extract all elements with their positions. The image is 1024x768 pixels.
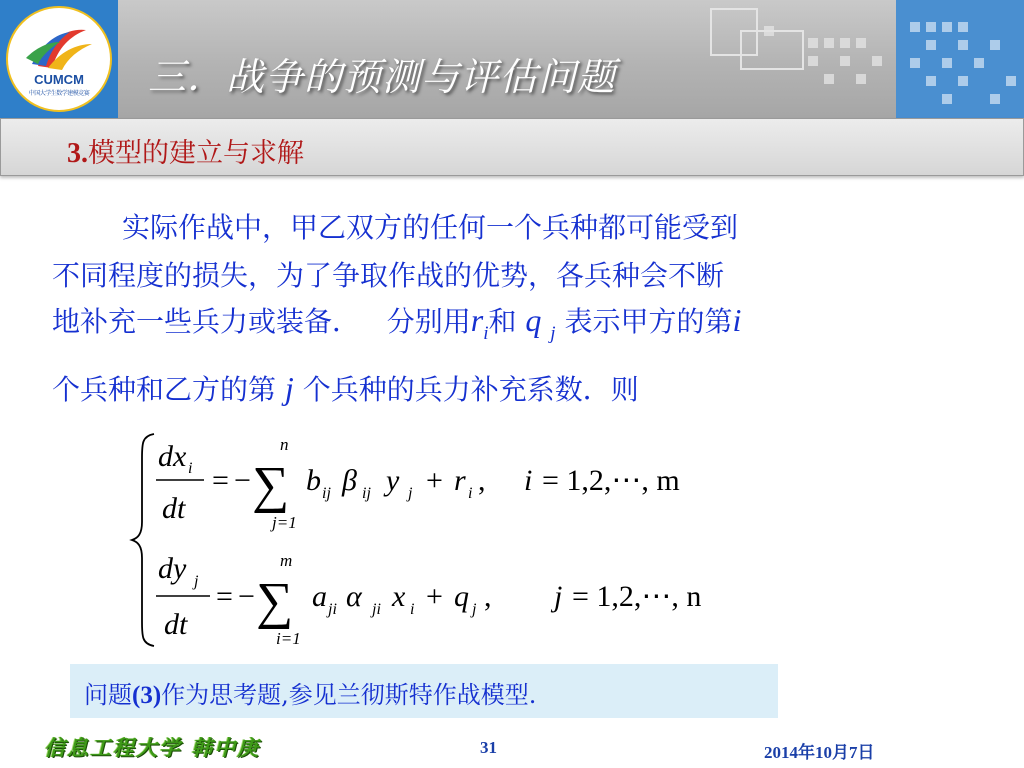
eq2-dy-subscript: j bbox=[194, 573, 199, 590]
deco-square bbox=[808, 56, 818, 66]
note-prefix: 问题 bbox=[84, 681, 132, 709]
eq1-dx: dx bbox=[158, 440, 187, 473]
paragraph-text: 个兵种的兵力补充系数．则 bbox=[302, 373, 639, 406]
eq1-dt: dt bbox=[162, 492, 186, 525]
deco-square bbox=[958, 40, 968, 50]
eq1-beta-subscript: ij bbox=[362, 485, 371, 502]
footer-date: 2014年10月7日 bbox=[764, 743, 875, 762]
eq2-alpha-subscript: ji bbox=[372, 601, 381, 618]
note-text bbox=[84, 675, 536, 710]
eq1-sum-sign: ∑ bbox=[252, 457, 290, 514]
eq1-equals: = bbox=[212, 464, 229, 497]
eq2-sum-upper: m bbox=[280, 551, 293, 570]
paragraph-text: 表示甲方的第 bbox=[564, 305, 733, 338]
footer-author: 信息工程大学 韩中庚 bbox=[44, 736, 261, 760]
deco-square bbox=[840, 38, 850, 48]
deco-square bbox=[872, 56, 882, 66]
eq2-plus: + bbox=[426, 580, 443, 613]
deco-square bbox=[958, 22, 968, 32]
eq2-q: q bbox=[454, 580, 469, 613]
eq1-plus: + bbox=[426, 464, 443, 497]
eq1-y-subscript: j bbox=[408, 485, 413, 502]
deco-square bbox=[764, 26, 774, 36]
deco-square bbox=[990, 94, 1000, 104]
eq2-sum-lower: i=1 bbox=[276, 629, 301, 648]
logo-ring-text: 中国大学生数学建模竞赛 bbox=[28, 90, 90, 97]
deco-square bbox=[974, 58, 984, 68]
deco-square bbox=[856, 38, 866, 48]
deco-square bbox=[926, 22, 936, 32]
eq1-b: b bbox=[306, 464, 321, 497]
equation-svg bbox=[128, 430, 768, 650]
eq2-minus: − bbox=[238, 580, 255, 613]
slide-header bbox=[0, 0, 1024, 118]
deco-square bbox=[942, 94, 952, 104]
eq1-sum-upper: n bbox=[280, 435, 289, 454]
eq1-r: r bbox=[454, 464, 466, 497]
eq2-x-subscript: i bbox=[410, 601, 415, 618]
deco-square bbox=[824, 38, 834, 48]
paragraph-text: 个兵种和乙方的第 bbox=[52, 373, 277, 406]
slide-title: 三．战争的预测与评估问题 bbox=[148, 55, 617, 99]
deco-square bbox=[926, 76, 936, 86]
section-title: 模型的建立与求解 bbox=[88, 138, 304, 169]
math-var-q: q bbox=[525, 302, 542, 338]
eq2-equals: = bbox=[216, 580, 233, 613]
eq2-a-subscript: ji bbox=[328, 601, 337, 618]
paragraph-line-4 bbox=[52, 368, 952, 408]
eq2-q-subscript: j bbox=[472, 601, 477, 618]
eq1-r-subscript: i bbox=[468, 485, 473, 502]
eq2-sum-sign: ∑ bbox=[256, 573, 294, 630]
eq2-x: x bbox=[392, 580, 406, 613]
deco-square bbox=[910, 58, 920, 68]
paragraph-line-3 bbox=[52, 300, 952, 345]
eq2-a: a bbox=[312, 580, 327, 613]
eq2-range-var: j bbox=[554, 580, 563, 613]
eq2-comma: , bbox=[484, 580, 492, 613]
deco-square bbox=[910, 22, 920, 32]
equation-2 bbox=[156, 551, 701, 648]
eq1-sum-lower: j=1 bbox=[272, 513, 297, 532]
eq1-minus: − bbox=[234, 464, 251, 497]
math-subscript: j bbox=[550, 323, 556, 344]
deco-frame bbox=[740, 30, 804, 70]
math-subscript: i bbox=[483, 323, 489, 344]
eq1-range-var: i bbox=[524, 464, 533, 497]
eq2-range: = 1,2,⋯, n bbox=[572, 580, 702, 613]
deco-square bbox=[926, 40, 936, 50]
equation-system bbox=[128, 430, 768, 650]
deco-square bbox=[1006, 76, 1016, 86]
cumcm-logo bbox=[0, 0, 118, 118]
deco-square bbox=[958, 76, 968, 86]
deco-square bbox=[856, 74, 866, 84]
logo-text: CUMCM bbox=[34, 72, 84, 87]
eq1-beta: β bbox=[342, 464, 357, 497]
section-heading bbox=[67, 131, 304, 170]
left-brace-icon bbox=[132, 434, 154, 646]
deco-square bbox=[990, 40, 1000, 50]
paragraph-line-2: 不同程度的损失，为了争取作战的优势，各兵种会不断 bbox=[52, 259, 725, 292]
section-number: 3. bbox=[67, 138, 88, 169]
eq1-comma: , bbox=[478, 464, 486, 497]
paragraph-line-1: 实际作战中，甲乙双方的任何一个兵种都可能受到 bbox=[122, 211, 739, 244]
eq1-y: y bbox=[386, 464, 400, 497]
header-accent-panel bbox=[896, 0, 1024, 118]
eq2-dt: dt bbox=[164, 608, 188, 641]
page-number: 31 bbox=[480, 738, 497, 757]
section-bar bbox=[0, 118, 1024, 176]
deco-square bbox=[808, 38, 818, 48]
paragraph-text: 和 bbox=[488, 305, 517, 338]
math-var-r: r bbox=[470, 302, 484, 338]
paragraph-text: 地补充一些兵力或装备． bbox=[52, 305, 361, 338]
equation-1 bbox=[156, 435, 680, 532]
eq1-dx-subscript: i bbox=[188, 460, 193, 477]
eq2-dy: dy bbox=[158, 552, 187, 585]
note-box bbox=[70, 664, 778, 718]
note-number: (3) bbox=[132, 682, 162, 709]
note-body: 作为思考题,参见兰彻斯特作战模型. bbox=[161, 681, 537, 709]
eq1-b-subscript: ij bbox=[322, 485, 331, 502]
eq2-alpha: α bbox=[346, 580, 362, 613]
math-var-i: i bbox=[732, 302, 742, 338]
deco-square bbox=[824, 74, 834, 84]
deco-square bbox=[942, 22, 952, 32]
eq1-range: = 1,2,⋯, m bbox=[542, 464, 680, 497]
math-var-j: j bbox=[284, 370, 294, 406]
deco-square bbox=[840, 56, 850, 66]
paragraph-text: 分别用 bbox=[386, 305, 471, 338]
deco-square bbox=[942, 58, 952, 68]
